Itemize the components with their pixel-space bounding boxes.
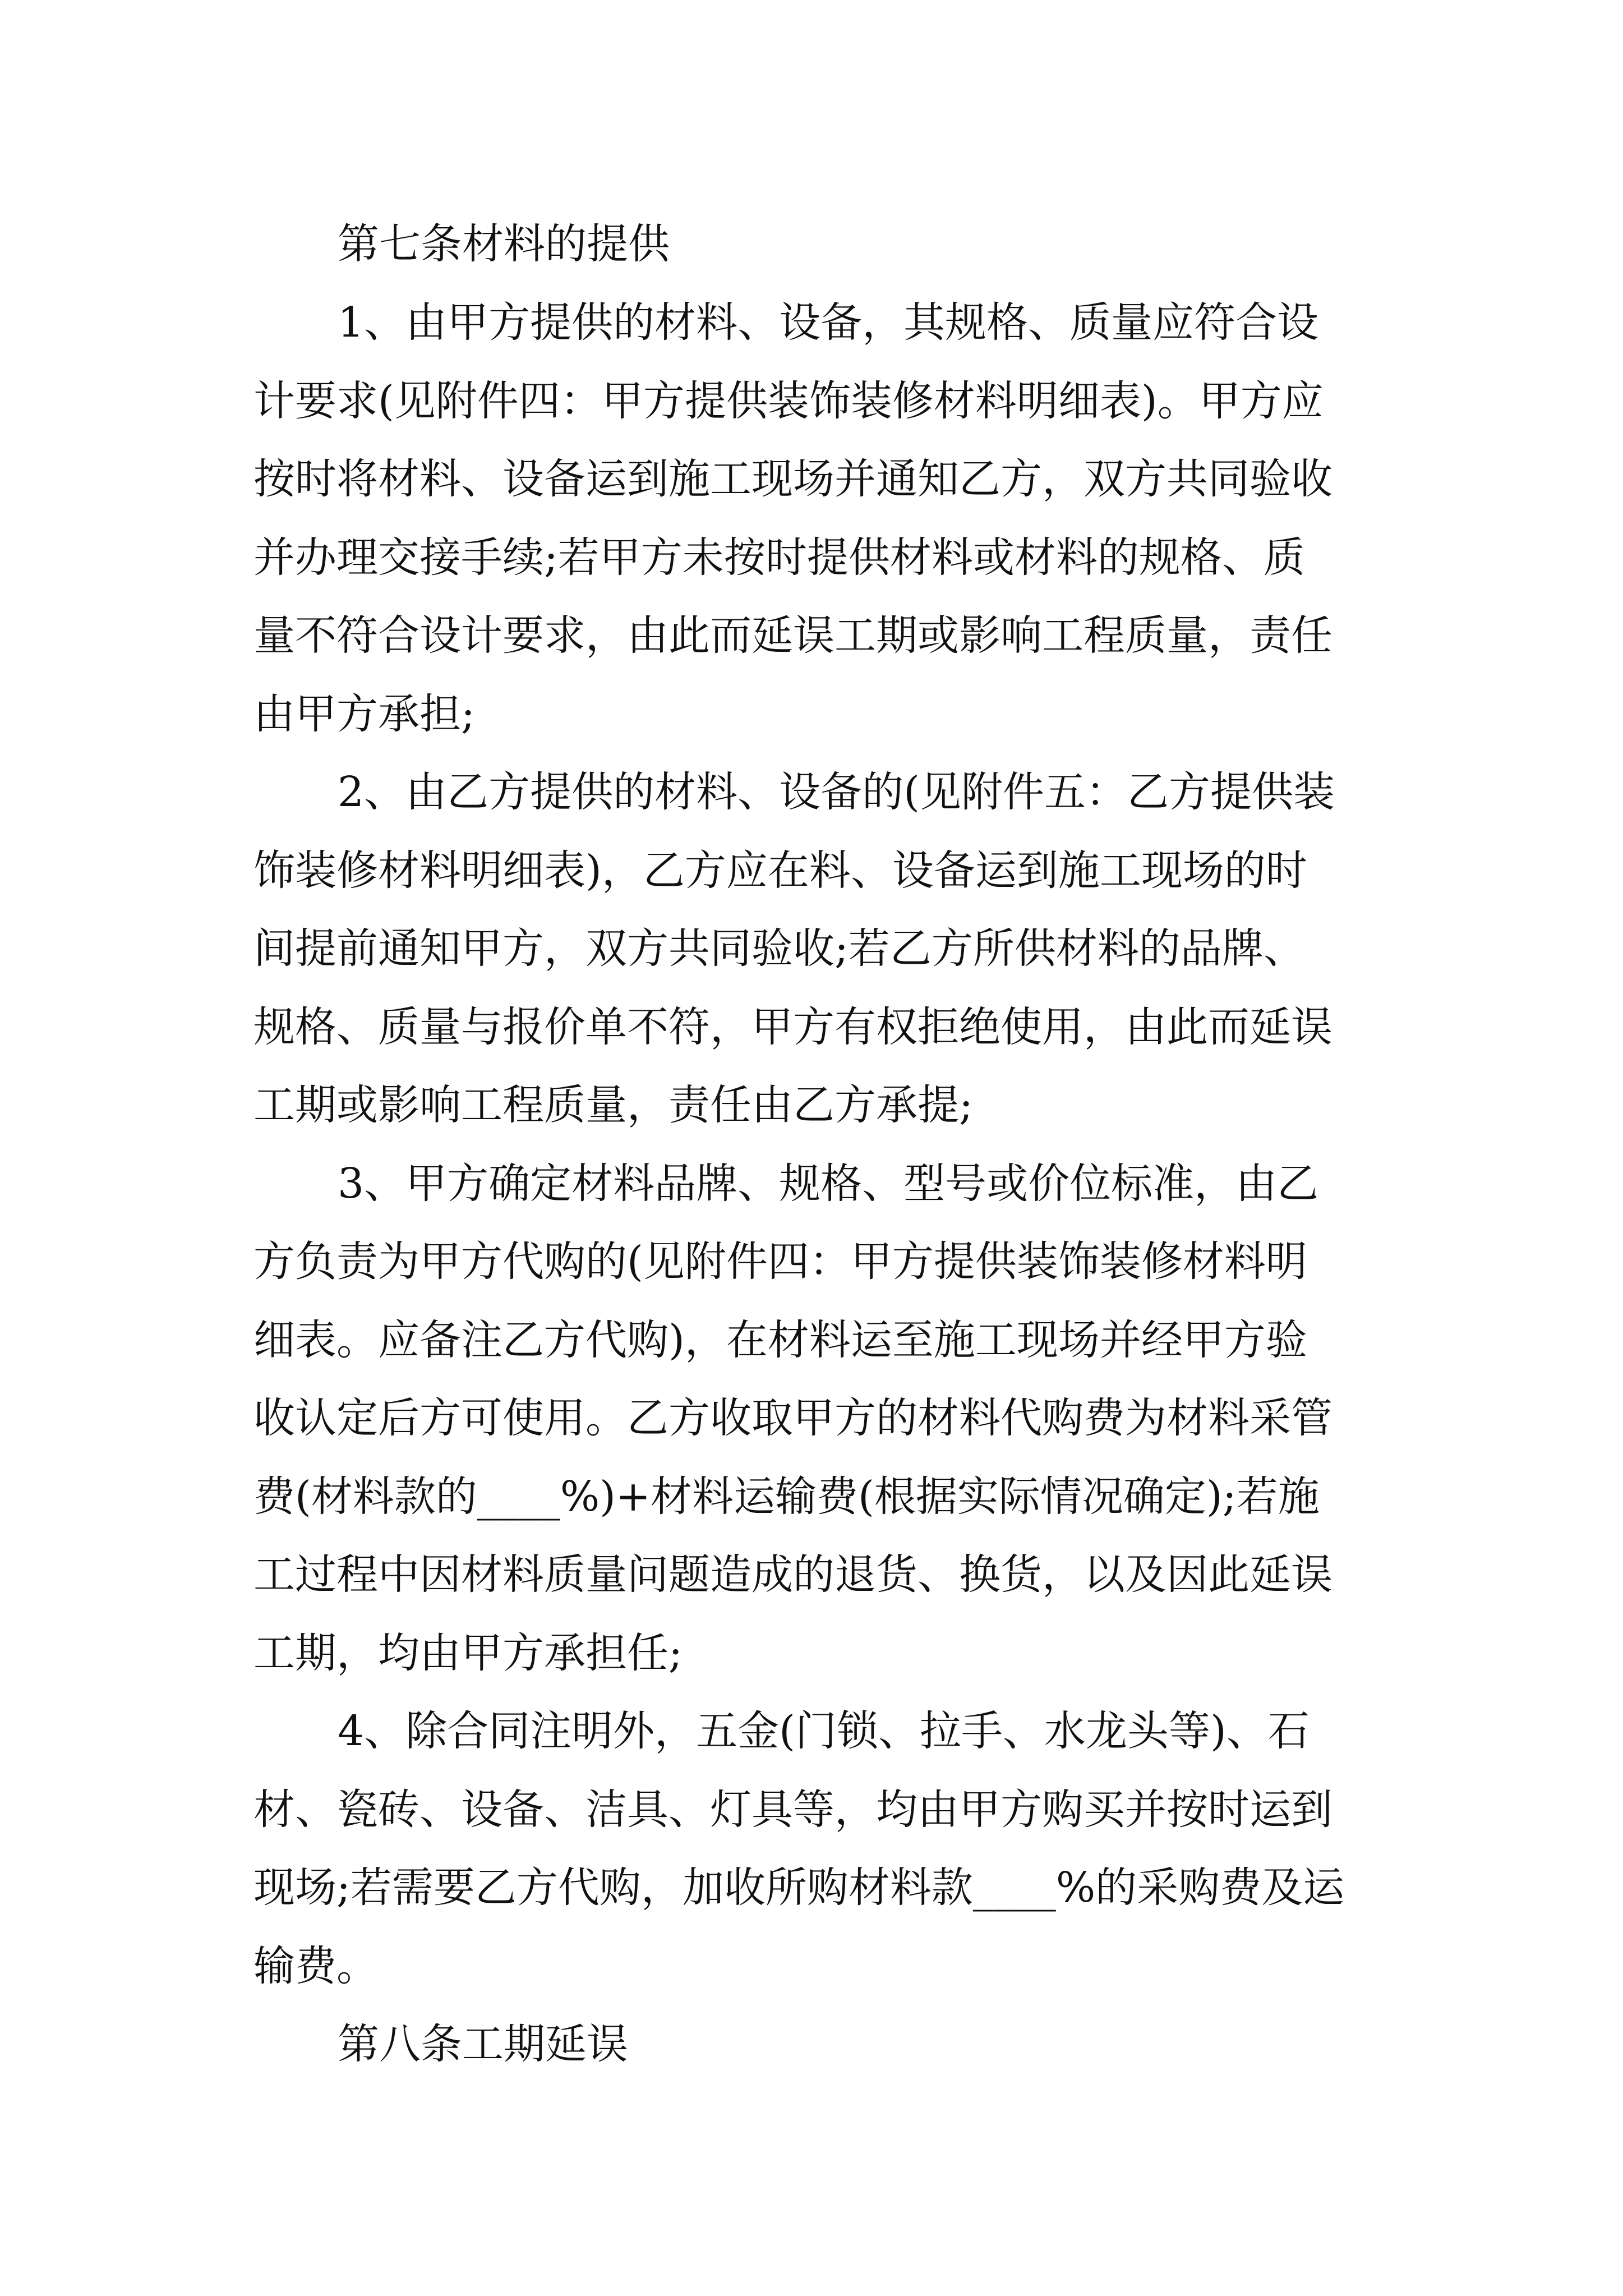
paragraph-line: 输费。: [253, 1942, 378, 1990]
paragraph-line: 工期或影响工程质量，责任由乙方承提;: [253, 1081, 973, 1129]
paragraph-line: 收认定后方可使用。乙方收取甲方的材料代购费为材料采管: [253, 1394, 1332, 1442]
paragraph-line: 并办理交接手续;若甲方未按时提供材料或材料的规格、质: [253, 533, 1305, 582]
paragraph-line: 间提前通知甲方，双方共同验收;若乙方所供材料的品牌、: [253, 924, 1305, 973]
section-heading-article-8: 第八条工期延误: [338, 2020, 628, 2068]
paragraph-line: 4、除合同注明外，五金(门锁、拉手、水龙头等)、石: [338, 1707, 1310, 1755]
paragraph-line: 按时将材料、设备运到施工现场并通知乙方，双方共同验收: [253, 455, 1332, 503]
paragraph-line: 现场;若需要乙方代购，加收所购材料款____%的采购费及运: [253, 1864, 1345, 1912]
paragraph-line: 材、瓷砖、设备、洁具、灯具等，均由甲方购买并按时运到: [253, 1786, 1332, 1834]
paragraph-line: 细表。应备注乙方代购)，在材料运至施工现场并经甲方验: [253, 1316, 1307, 1364]
paragraph-line: 2、由乙方提供的材料、设备的(见附件五：乙方提供装: [338, 768, 1335, 816]
paragraph-line: 工过程中因材料质量问题造成的退货、换货，以及因此延误: [253, 1550, 1332, 1599]
paragraph-line: 量不符合设计要求，由此而延误工期或影响工程质量，责任: [253, 611, 1332, 660]
paragraph-line: 由甲方承担;: [253, 690, 475, 738]
paragraph-line: 1、由甲方提供的材料、设备，其规格、质量应符合设: [338, 298, 1319, 347]
paragraph-line: 3、甲方确定材料品牌、规格、型号或价位标准，由乙: [338, 1159, 1319, 1208]
section-heading-article-7: 第七条材料的提供: [338, 220, 670, 268]
paragraph-line: 工期，均由甲方承担任;: [253, 1629, 683, 1677]
paragraph-line: 饰装修材料明细表)，乙方应在料、设备运到施工现场的时: [253, 846, 1307, 895]
paragraph-line: 规格、质量与报价单不符，甲方有权拒绝使用，由此而延误: [253, 1003, 1332, 1051]
paragraph-line: 费(材料款的____%)+材料运输费(根据实际情况确定);若施: [253, 1473, 1320, 1521]
paragraph-line: 方负责为甲方代购的(见附件四：甲方提供装饰装修材料明: [253, 1237, 1307, 1286]
paragraph-line: 计要求(见附件四：甲方提供装饰装修材料明细表)。甲方应: [253, 377, 1324, 425]
